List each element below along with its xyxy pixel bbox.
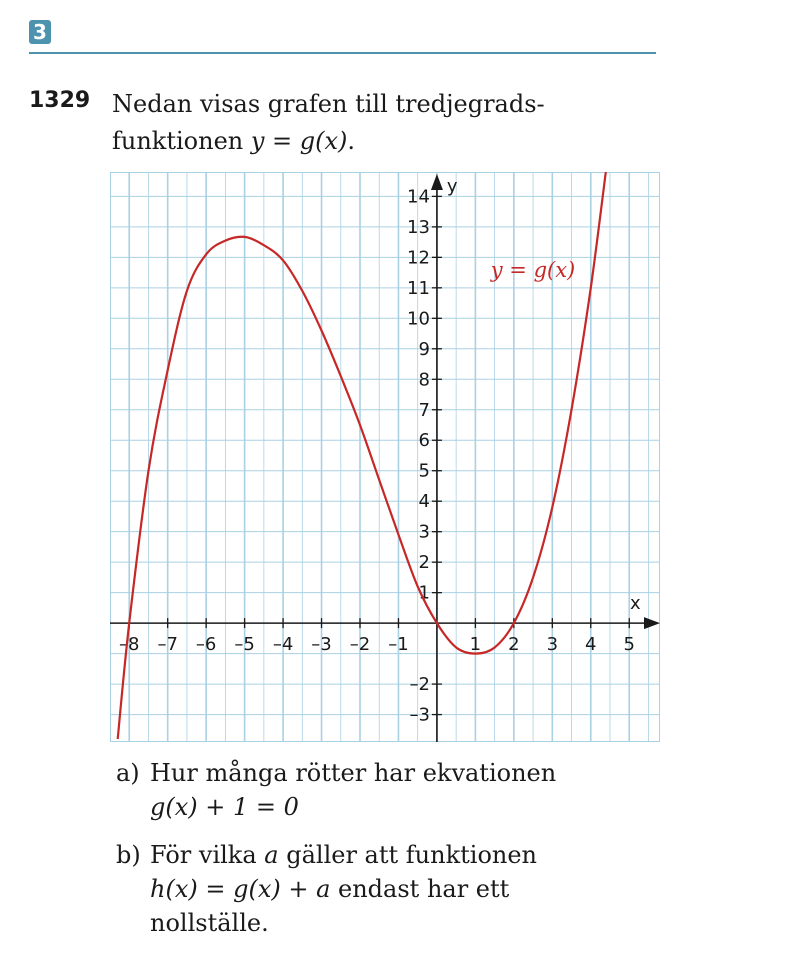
x-tick-label: 1 xyxy=(469,634,482,656)
question-b-letter: b) xyxy=(116,841,141,869)
y-tick-label: 5 xyxy=(418,460,430,482)
question-a-letter: a) xyxy=(116,759,140,787)
curve-label: y = g(x) xyxy=(490,258,576,283)
question-b-line2-suffix: endast har ett xyxy=(330,875,510,903)
x-axis-label: x xyxy=(630,593,641,615)
y-tick-label: 12 xyxy=(407,247,430,269)
x-tick-label: 5 xyxy=(623,634,635,656)
problem-text-prefix: funktionen xyxy=(112,127,251,155)
question-a-equation: g(x) + 1 = 0 xyxy=(150,793,299,821)
y-tick-label: 7 xyxy=(418,399,430,421)
y-axis-label: y xyxy=(446,176,458,197)
y-axis-arrow xyxy=(431,174,443,190)
question-a-text: Hur många rötter har ekvationen xyxy=(150,759,557,787)
section-divider xyxy=(29,52,656,54)
x-tick-label: –1 xyxy=(388,634,409,656)
x-tick-label: –6 xyxy=(195,634,217,656)
question-b xyxy=(116,838,537,940)
question-b-variable: a xyxy=(264,841,279,869)
graph-grid xyxy=(110,172,660,742)
y-tick-label: 6 xyxy=(418,430,430,452)
problem-text-suffix: . xyxy=(347,127,356,155)
question-b-line3: nollställe. xyxy=(150,909,269,937)
y-tick-label: 3 xyxy=(418,521,430,543)
x-tick-label: –3 xyxy=(311,634,332,656)
y-tick-label: 11 xyxy=(407,277,430,299)
problem-number: 1329 xyxy=(29,88,91,113)
question-b-text-prefix: För vilka xyxy=(150,841,265,869)
y-tick-label: 13 xyxy=(407,216,430,238)
problem-statement xyxy=(112,86,672,160)
graph-axes xyxy=(110,174,660,742)
y-tick-label: –2 xyxy=(409,674,430,696)
x-axis-arrow xyxy=(644,617,660,629)
y-tick-label: 14 xyxy=(407,186,430,208)
y-tick-label: 2 xyxy=(418,552,430,574)
x-tick-label: –4 xyxy=(272,634,294,656)
x-tick-label: 4 xyxy=(585,634,597,656)
y-tick-label: 10 xyxy=(407,308,430,330)
y-tick-label: 1 xyxy=(418,582,430,604)
question-b-line2 xyxy=(116,872,537,906)
function-graph xyxy=(110,172,660,742)
problem-text-line1: Nedan visas grafen till tredjegrads- xyxy=(112,90,545,118)
x-tick-label: 2 xyxy=(508,634,520,656)
y-tick-label: 9 xyxy=(418,338,430,360)
y-tick-label: 8 xyxy=(418,369,430,391)
section-badge: 3 xyxy=(29,20,51,44)
question-a-line1 xyxy=(116,756,556,790)
y-tick-label: 4 xyxy=(418,491,430,513)
x-tick-label: –5 xyxy=(234,634,255,656)
question-a xyxy=(116,756,556,824)
function-expression: y = g(x) xyxy=(250,127,348,155)
x-tick-label: –8 xyxy=(119,634,140,656)
question-b-text-suffix: gäller att funktionen xyxy=(278,841,538,869)
question-b-line1 xyxy=(116,838,537,872)
y-tick-label: –3 xyxy=(409,704,430,726)
grid-border xyxy=(111,173,660,742)
question-b-expression: h(x) = g(x) + a xyxy=(150,875,331,903)
x-tick-label: –2 xyxy=(349,634,371,656)
x-tick-label: 3 xyxy=(546,634,559,656)
problem-text-line2 xyxy=(112,123,672,160)
x-tick-label: –7 xyxy=(157,634,178,656)
